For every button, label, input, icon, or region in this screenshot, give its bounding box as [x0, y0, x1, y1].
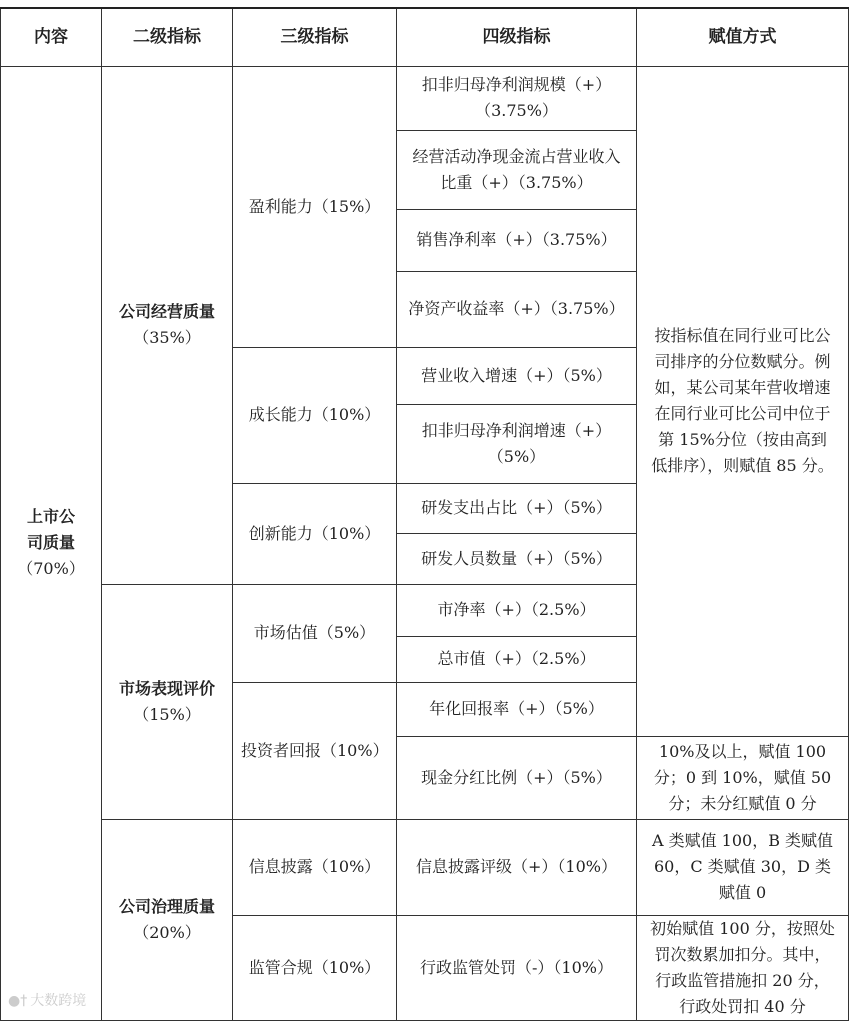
level3-cell: 投资者回报（10%）: [233, 682, 397, 819]
header-content: 内容: [1, 8, 102, 66]
method-cell: 按指标值在同行业可比公司排序的分位数赋分。例如，某公司某年营收增速在同行业可比公司中位于第 15%分位（按由高到低排序），则赋值 85 分。: [637, 66, 849, 736]
group-weight: （15%）: [133, 704, 201, 724]
content-cell: [1, 66, 102, 1020]
content-label: 上市公司质量: [26, 507, 75, 552]
group-name: 公司治理质量: [118, 896, 215, 916]
level3-cell: 市场估值（5%）: [233, 584, 397, 682]
indicator-table: [0, 7, 849, 1021]
level4-cell: 现金分红比例（+）（5%）: [397, 736, 637, 819]
level3-cell: 信息披露（10%）: [233, 819, 397, 915]
watermark-text: 大数跨境: [30, 993, 87, 1009]
level4-cell: 市净率（+）（2.5%）: [397, 584, 637, 636]
group-cell: [102, 584, 233, 819]
method-cell: 初始赋值 100 分，按照处罚次数累加扣分。其中，行政监管措施扣 20 分，行政处罚扣 40 分: [637, 915, 849, 1020]
table-row: [1, 819, 849, 915]
header-level2: 二级指标: [102, 8, 233, 66]
level3-cell: 创新能力（10%）: [233, 483, 397, 584]
level4-cell: 研发人员数量（+）（5%）: [397, 533, 637, 584]
level4-cell: 经营活动净现金流占营业收入比重（+）（3.75%）: [397, 130, 637, 209]
watermark-logo-icon: ●†: [8, 993, 28, 1009]
group-cell: [102, 66, 233, 584]
level4-cell: 年化回报率（+）（5%）: [397, 682, 637, 736]
level4-cell: 净资产收益率（+）（3.75%）: [397, 271, 637, 347]
group-cell: [102, 819, 233, 1020]
group-name: 公司经营质量: [118, 302, 215, 321]
header-level4: 四级指标: [397, 8, 637, 66]
header-method: 赋值方式: [637, 8, 849, 66]
table-row: [1, 66, 849, 130]
watermark: [8, 990, 86, 1010]
group-weight: （20%）: [133, 922, 201, 942]
level4-cell: 研发支出占比（+）（5%）: [397, 483, 637, 533]
level4-cell: 销售净利率（+）（3.75%）: [397, 209, 637, 271]
group-weight: （35%）: [133, 328, 201, 347]
level4-cell: 行政监管处罚（-）（10%）: [397, 915, 637, 1020]
level3-cell: 成长能力（10%）: [233, 347, 397, 483]
group-name: 市场表现评价: [118, 678, 215, 698]
method-cell: 10%及以上，赋值 100 分；0 到 10%，赋值 50 分；未分红赋值 0 分: [637, 736, 849, 819]
method-cell: A 类赋值 100，B 类赋值 60，C 类赋值 30，D 类赋值 0: [637, 819, 849, 915]
level4-cell: 总市值（+）（2.5%）: [397, 636, 637, 682]
level4-cell: 扣非归母净利润增速（+）（5%）: [397, 404, 637, 483]
header-level3: 三级指标: [233, 8, 397, 66]
level4-cell: 扣非归母净利润规模（+）（3.75%）: [397, 66, 637, 130]
level4-cell: 营业收入增速（+）（5%）: [397, 347, 637, 404]
level4-cell: 信息披露评级（+）（10%）: [397, 819, 637, 915]
level3-cell: 盈利能力（15%）: [233, 66, 397, 347]
content-weight: （70%）: [17, 559, 85, 578]
header-row: [1, 8, 849, 66]
level3-cell: 监管合规（10%）: [233, 915, 397, 1020]
